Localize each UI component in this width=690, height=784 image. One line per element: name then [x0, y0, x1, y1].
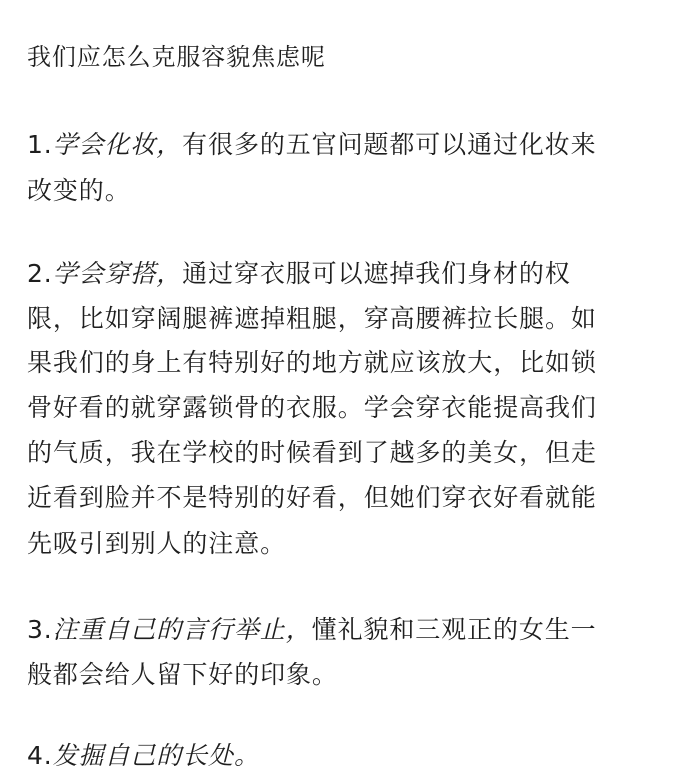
item-1-line-2: 改变的。	[27, 176, 131, 205]
item-3-number: 3.	[27, 615, 53, 644]
item-2-number: 2.	[27, 259, 53, 288]
item-4-heading: 发掘自己的长处。	[52, 741, 260, 770]
item-1-number: 1.	[27, 130, 53, 159]
article-title: 我们应怎么克服容貌焦虑呢	[27, 43, 326, 71]
item-1-text: 有很多的五官问题都可以通过化妆来	[182, 130, 597, 159]
item-3-line-1	[27, 611, 597, 649]
item-1-heading: 学会化妆，	[52, 130, 183, 159]
item-2-text: 通过穿衣服可以遮掉我们身材的权	[182, 259, 571, 288]
item-2-line-5: 的气质，我在学校的时候看到了越多的美女，但走	[27, 438, 597, 467]
item-4-number: 4.	[27, 741, 53, 770]
item-2-line-2: 限，比如穿阔腿裤遮掉粗腿，穿高腰裤拉长腿。如	[27, 304, 597, 333]
item-2-line-3: 果我们的身上有特别好的地方就应该放大，比如锁	[27, 348, 597, 377]
item-4-line-1	[27, 737, 260, 775]
item-3-heading: 注重自己的言行举止，	[52, 615, 312, 644]
item-1-line-1	[27, 126, 597, 164]
item-2-line-1	[27, 255, 571, 293]
item-3-line-2: 般都会给人留下好的印象。	[27, 660, 338, 689]
item-2-line-7: 先吸引到别人的注意。	[27, 529, 287, 558]
item-2-heading: 学会穿搭，	[52, 259, 183, 288]
item-2-line-4: 骨好看的就穿露锁骨的衣服。学会穿衣能提高我们	[27, 393, 597, 422]
item-3-text: 懂礼貌和三观正的女生一	[311, 615, 597, 644]
item-2-line-6: 近看到脸并不是特别的好看，但她们穿衣好看就能	[27, 483, 597, 512]
